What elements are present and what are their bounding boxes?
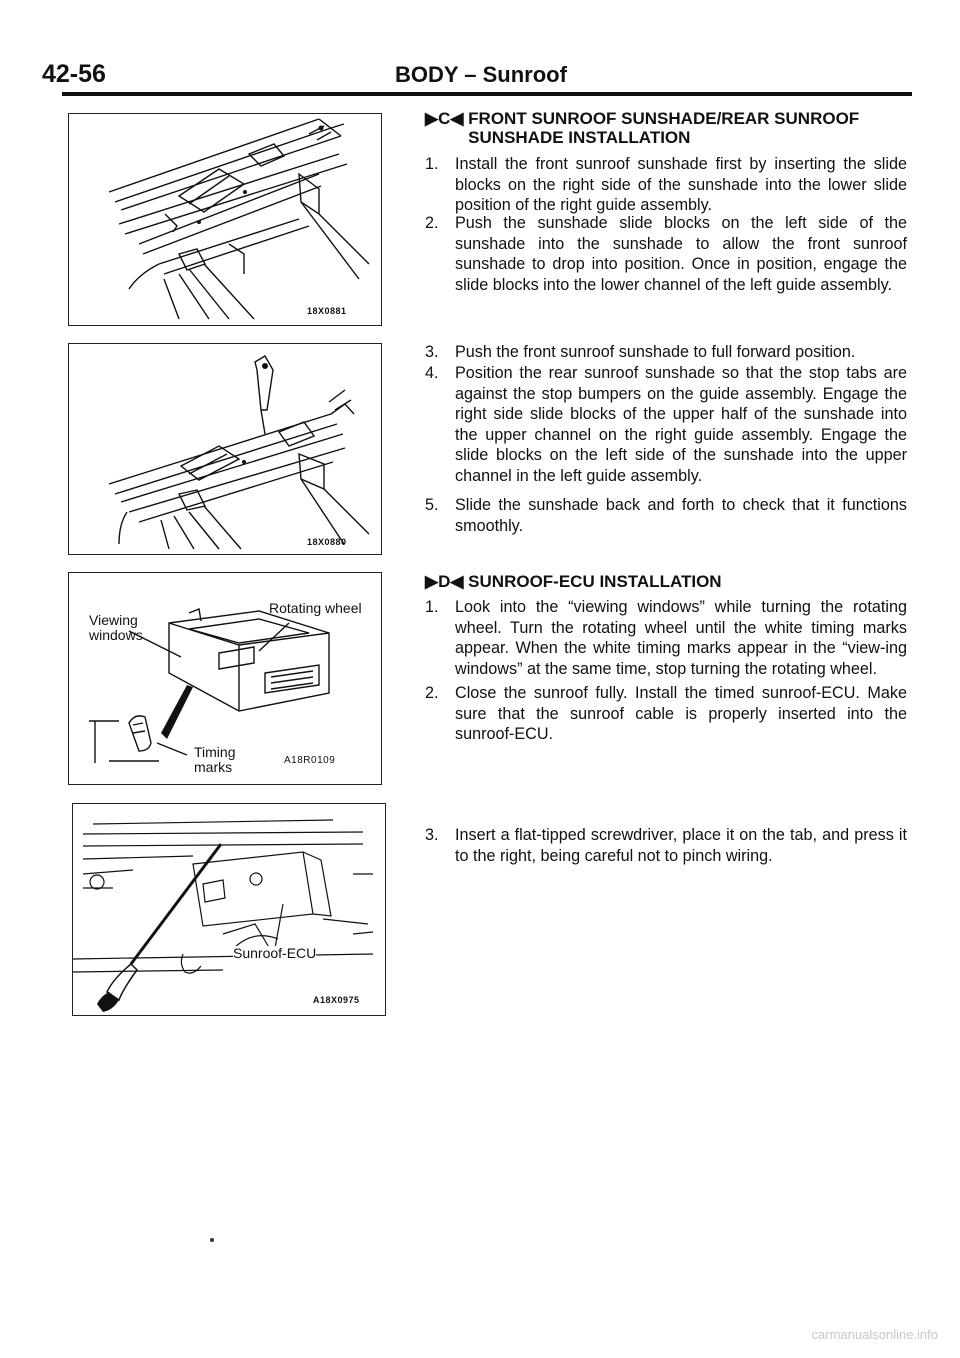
figure-code: 18X0880 xyxy=(307,537,347,547)
step-text: Close the sunroof fully. Install the timed sunroof-ECU. Make sure that the sunroof cable is properly inserted into the sunroof-ECU. xyxy=(455,684,907,744)
section-c-title: FRONT SUNROOF SUNSHADE/REAR SUNROOF SUNSHADE INSTALLATION xyxy=(468,109,860,147)
header-rule xyxy=(62,92,912,96)
step-number: 3. xyxy=(425,826,439,844)
section-d-heading xyxy=(425,572,722,591)
sunshade-rear-illustration xyxy=(69,344,381,554)
step-text: Position the rear sunroof sunshade so that the stop tabs are against the stop bumpers on the guide assembly. Engage the right side slide blocks of the upper half of the sunshade into the upper channel on the right guide assembly. Engage the slide blocks on the left side of the sunshade into the upper channel in the left guide assembly. xyxy=(455,364,907,485)
figure-code: A18X0975 xyxy=(313,995,360,1005)
figure-sunshade-front xyxy=(68,113,382,326)
sunshade-front-illustration xyxy=(69,114,381,325)
step-text: Slide the sunshade back and forth to check that it functions smoothly. xyxy=(455,496,907,535)
step-text: Insert a flat-tipped screwdriver, place it on the tab, and press it to the right, being careful not to pinch wiring. xyxy=(455,826,907,865)
step-text: Look into the “viewing windows” while turning the rotating wheel. Turn the rotating wheel until the white timing marks appear. When the white timing marks appear in the “view-ing windows” at the same time, stop turning the rotating wheel. xyxy=(455,598,907,678)
section-marker-right-icon: ◀ xyxy=(450,572,464,591)
section-marker-right-icon: ◀ xyxy=(450,109,464,128)
section-marker-letter: C xyxy=(438,109,451,128)
section-d-title: SUNROOF-ECU INSTALLATION xyxy=(468,572,722,591)
label-timing-marks: Timing marks xyxy=(194,744,236,775)
figure-code: 18X0881 xyxy=(307,306,347,316)
step-text: Push the sunshade slide blocks on the left side of the sunshade into the sunshade to allow the front sunroof sunshade to drop into position. Once in position, engage the slide blocks into the lower channel of the left guide assembly. xyxy=(455,214,907,294)
section-marker-left-icon: ▶ xyxy=(425,572,439,591)
watermark: carmanualsonline.info xyxy=(811,1327,938,1342)
step-text: Install the front sunroof sunshade first by inserting the slide blocks on the right side of the sunshade into the lower slide position of the right guide assembly. xyxy=(455,155,907,215)
figure-sunshade-rear xyxy=(68,343,382,555)
step-number: 2. xyxy=(425,214,439,232)
label-rotating-wheel: Rotating wheel xyxy=(269,600,362,616)
stray-dot xyxy=(210,1238,214,1242)
label-sunroof-ecu: Sunroof-ECU xyxy=(233,945,317,961)
figure-sunroof-ecu-timing xyxy=(68,572,382,785)
page-number: 42-56 xyxy=(42,60,106,88)
label-viewing-windows: Viewing windows xyxy=(89,612,143,643)
step-number: 1. xyxy=(425,155,439,173)
figure-code: A18R0109 xyxy=(284,755,336,766)
step-number: 1. xyxy=(425,598,439,616)
step-number: 2. xyxy=(425,684,439,702)
sunroof-ecu-removal-illustration xyxy=(73,804,385,1015)
step-number: 4. xyxy=(425,364,439,382)
step-number: 3. xyxy=(425,343,439,361)
step-text: Push the front sunroof sunshade to full forward position. xyxy=(455,343,856,361)
step-number: 5. xyxy=(425,496,439,514)
section-c-heading xyxy=(425,109,859,147)
page-title: BODY – Sunroof xyxy=(395,62,567,87)
section-marker-letter: D xyxy=(438,572,451,591)
section-marker-left-icon: ▶ xyxy=(425,109,439,128)
figure-sunroof-ecu-removal xyxy=(72,803,386,1016)
